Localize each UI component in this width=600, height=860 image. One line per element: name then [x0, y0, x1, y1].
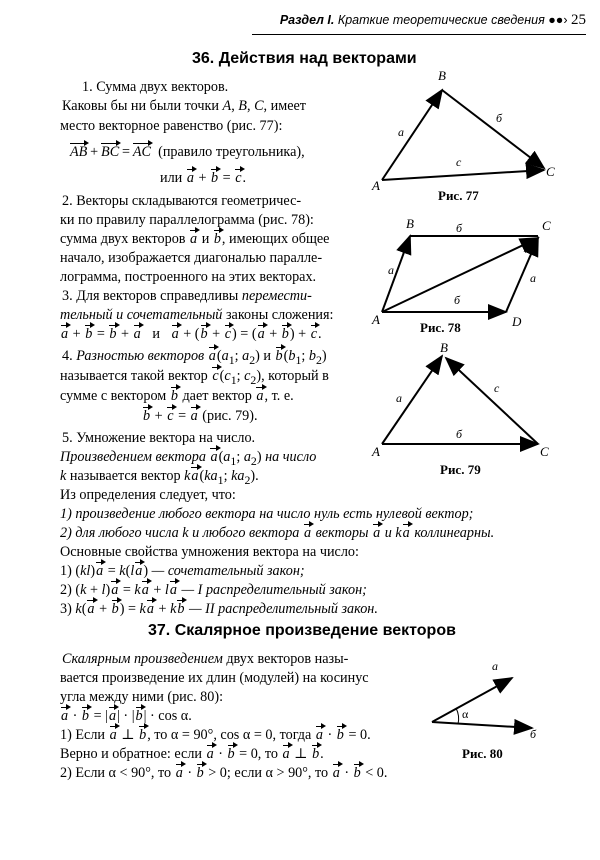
p5-prop1: 1) (kl)a = k(la) — сочетательный закон; — [60, 563, 305, 579]
p5-title: 5. Умножение вектора на число. — [62, 430, 256, 446]
running-header — [280, 12, 586, 29]
svg-text:a⃗: a⃗ — [398, 125, 414, 139]
fig78-caption: Рис. 78 — [420, 320, 461, 335]
s37-line3: угла между ними (рис. 80): — [60, 689, 224, 705]
s37-line5: Верно и обратное: если a · b = 0, то a ⊥ b. — [60, 746, 324, 762]
svg-text:c⃗: c⃗ — [456, 155, 471, 169]
header-section: Раздел I. — [279, 13, 335, 27]
p1-line1: Каковы бы ни были точки A, B, C, имеет — [62, 98, 306, 114]
svg-text:б⃗: б⃗ — [454, 293, 470, 307]
s37-line2: вается произведение их длин (модулей) на косинус — [60, 670, 369, 686]
svg-text:A: A — [372, 178, 380, 193]
p2-line2: ки по правилу параллелограмма (рис. 78): — [60, 212, 314, 228]
page-number: 25 — [571, 12, 586, 28]
fig77-caption: Рис. 77 — [438, 188, 479, 203]
p3-formula: a + b = b + a и a + (b + c) = (a + b) + c. — [61, 326, 322, 342]
svg-text:a⃗: a⃗ — [396, 391, 412, 405]
s37-line1: Скалярным произведением двух векторов назы- — [62, 651, 349, 667]
svg-text:C: C — [542, 218, 551, 233]
section-37-title: 37. Скалярное произведение векторов — [148, 622, 456, 639]
svg-text:A: A — [372, 312, 380, 327]
svg-text:б⃗: б⃗ — [496, 111, 512, 125]
svg-text:a⃗: a⃗ — [388, 263, 404, 277]
p3-line1: 3. Для векторов справедливы перемести- — [62, 288, 312, 304]
s37-formula: a · b = |a| · |b| · cos α. — [61, 708, 192, 724]
svg-text:a⃗: a⃗ — [530, 271, 546, 285]
header-subtitle: Краткие теоретические сведения — [337, 13, 545, 27]
p4-line1: 4. Разностью векторов $a(a_1$; $a_2$) и $b(b_1$; $b_2$) — [62, 348, 327, 367]
p5-prop2: 2) (k + l)a = ka + la — I распределительный закон; — [60, 582, 367, 598]
svg-text:B: B — [406, 216, 414, 231]
p5-line1: Произведением вектора $a(a_1$; $a_2$) на число — [60, 449, 317, 468]
p1-formula2: или a + b = c. — [160, 170, 247, 186]
p2-line1: 2. Векторы складываются геометричес- — [62, 193, 302, 209]
fig80-caption: Рис. 80 — [462, 746, 503, 761]
section-36-title: 36. Действия над векторами — [192, 50, 417, 67]
p5-line2: k называется вектор $ka(ka_1$; $ka_2$). — [60, 468, 259, 487]
p5-item1: 1) произведение любого вектора на число нуль есть нулевой вектор; — [60, 506, 474, 522]
p4-line3: сумме с вектором b дает вектор a, т. е. — [60, 388, 294, 404]
svg-text:A: A — [372, 444, 380, 458]
figure-80 — [420, 650, 580, 740]
header-rule — [252, 34, 586, 35]
p1-title: 1. Сумма двух векторов. — [82, 79, 229, 95]
s37-line6: 2) Если α < 90°, то a · b > 0; если α > 90°, то a · b < 0. — [60, 765, 388, 781]
fig80-vector-a — [432, 678, 512, 722]
fig77-vector-c — [382, 170, 544, 180]
p4-line2: называется такой вектор $c(c_1$; $c_2$), который в — [60, 368, 329, 387]
fig79-caption: Рис. 79 — [440, 462, 481, 477]
p1-line2: место векторное равенство (рис. 77): — [60, 118, 283, 134]
p5-item2: 2) для любого числа k и любого вектора a векторы a и ka коллинеарны. — [60, 525, 495, 541]
svg-text:C: C — [546, 164, 555, 179]
svg-text:B: B — [440, 340, 448, 355]
svg-text:б⃗: б⃗ — [530, 727, 546, 740]
p4-formula: b + c = a (рис. 79). — [143, 408, 258, 424]
figure-79 — [360, 338, 580, 458]
svg-text:C: C — [540, 444, 549, 458]
p2-line3: сумма двух векторов a и b, имеющих общее — [60, 231, 330, 247]
p1-formula: AB + BC = AC (правило треугольника), — [70, 144, 305, 160]
svg-text:б⃗: б⃗ — [456, 427, 472, 441]
p3-line2: тельный и сочетательный законы сложения: — [60, 307, 334, 323]
s37-line4: 1) Если a ⊥ b, то α = 90°, cos α = 0, тогда a · b = 0. — [60, 727, 371, 743]
figure-78 — [360, 212, 580, 330]
p5-line3: Из определения следует, что: — [60, 487, 236, 503]
svg-text:B: B — [438, 68, 446, 83]
figure-77 — [360, 66, 580, 206]
fig80-vector-b — [432, 722, 532, 728]
svg-text:a⃗: a⃗ — [492, 659, 508, 673]
p5-prop3: 3) k(a + b) = ka + kb — II распределительный закон. — [60, 601, 378, 617]
p2-line4: начало, изображается диагональю паралле- — [60, 250, 323, 266]
svg-text:c⃗: c⃗ — [494, 381, 509, 395]
p2-line5: лограмма, построенного на этих векторах. — [60, 269, 317, 285]
svg-text:D: D — [512, 314, 522, 329]
header-dots: ●●› — [548, 13, 568, 27]
svg-text:α: α — [462, 707, 469, 721]
fig79-vector-a — [382, 356, 442, 444]
svg-text:б⃗: б⃗ — [456, 221, 472, 235]
p5-line4: Основные свойства умножения вектора на число: — [60, 544, 359, 560]
